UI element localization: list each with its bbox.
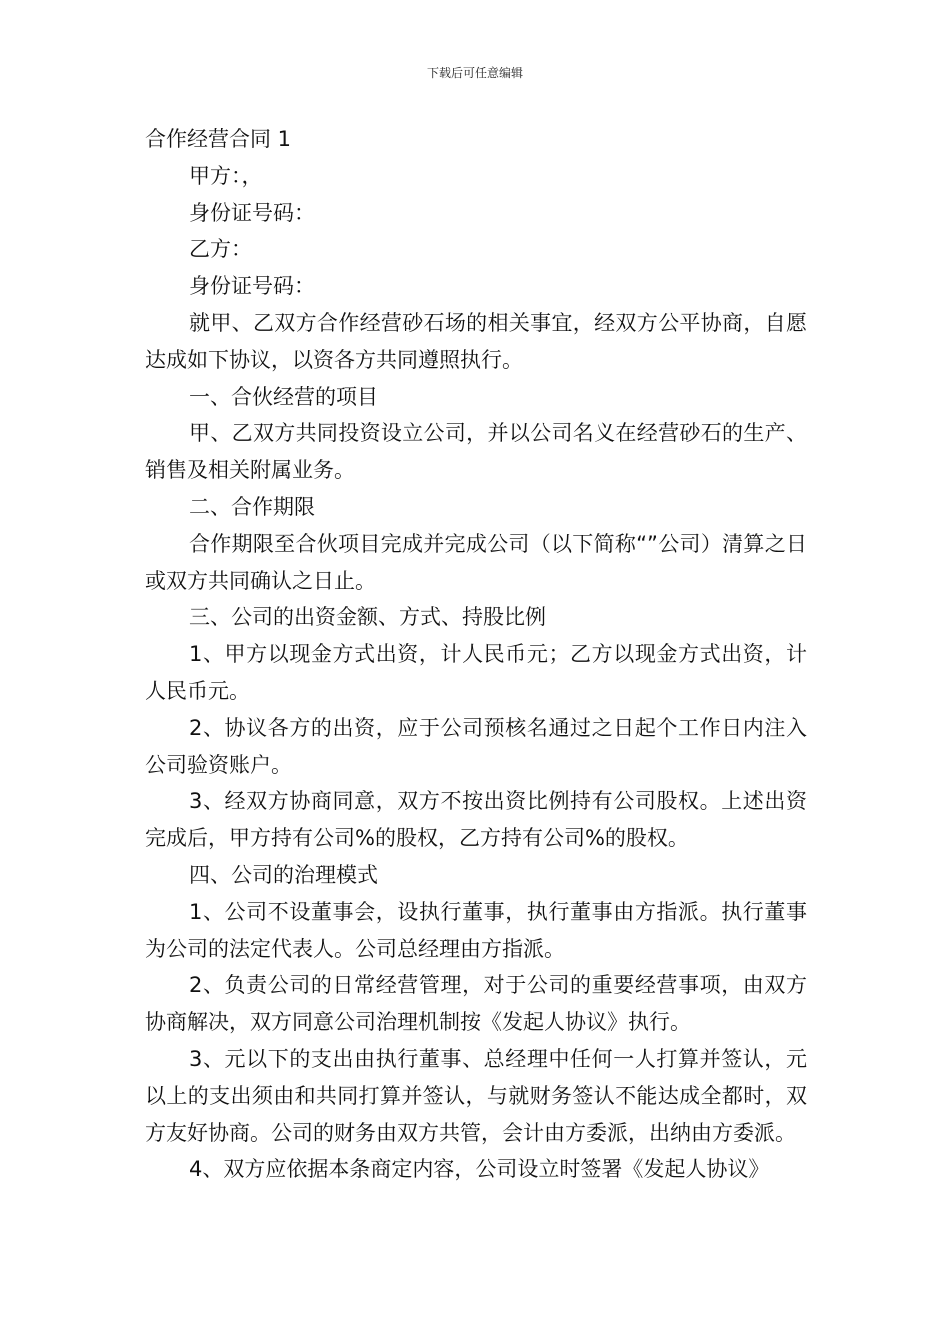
section-heading-1: 一、合伙经营的项目 — [189, 384, 378, 409]
section-3-item-1: 1、甲方以现金方式出资，计人民币元；乙方以现金方式出资，计人民币元。 — [145, 642, 807, 703]
party-b-id-line: 身份证号码： — [189, 274, 315, 299]
party-a-line: 甲方：， — [189, 163, 263, 188]
section-heading-4: 四、公司的治理模式 — [189, 862, 378, 887]
preamble-paragraph: 就甲、乙双方合作经营砂石场的相关事宜，经双方公平协商，自愿达成如下协议，以资各方共同遵照执行。 — [145, 310, 807, 372]
section-4-item-2: 2、负责公司的日常经营管理，对于公司的重要经营事项，由双方协商解决，双方同意公司治理机制按《发起人协议》执行。 — [145, 973, 807, 1035]
section-4-item-4: 4、双方应依据本条商定内容，公司设立时签署《发起人协议》 — [189, 1157, 770, 1182]
section-4-item-1: 1、公司不设董事会，设执行董事，执行董事由方指派。执行董事为公司的法定代表人。公司总经理由方指派。 — [145, 899, 807, 961]
party-b-line: 乙方： — [189, 237, 252, 262]
section-heading-2: 二、合作期限 — [189, 494, 315, 519]
party-a-id-line: 身份证号码： — [189, 200, 315, 225]
document-title: 合作经营合同 1 — [145, 127, 292, 151]
section-3-item-3: 3、经双方协商同意，双方不按出资比例持有公司股权。上述出资完成后，甲方持有公司%的股权，乙方持有公司%的股权。 — [145, 789, 807, 851]
section-1-paragraph: 甲、乙双方共同投资设立公司，并以公司名义在经营砂石的生产、销售及相关附属业务。 — [145, 421, 807, 483]
section-3-item-2: 2、协议各方的出资，应于公司预核名通过之日起个工作日内注入公司验资账户。 — [145, 715, 807, 777]
page-header-note: 下载后可任意编辑 — [426, 66, 523, 80]
section-2-paragraph: 合作期限至合伙项目完成并完成公司（以下简称“”公司）清算之日或双方共同确认之日止。 — [145, 531, 807, 593]
section-heading-3: 三、公司的出资金额、方式、持股比例 — [189, 605, 546, 630]
section-4-item-3: 3、元以下的支出由执行董事、总经理中任何一人打算并签认，元以上的支出须由和共同打算并签认，与就财务签认不能达成全都时，双方友好协商。公司的财务由双方共管，会计由方委派，出纳由方委派。 — [145, 1046, 807, 1145]
document-body — [145, 121, 807, 1188]
